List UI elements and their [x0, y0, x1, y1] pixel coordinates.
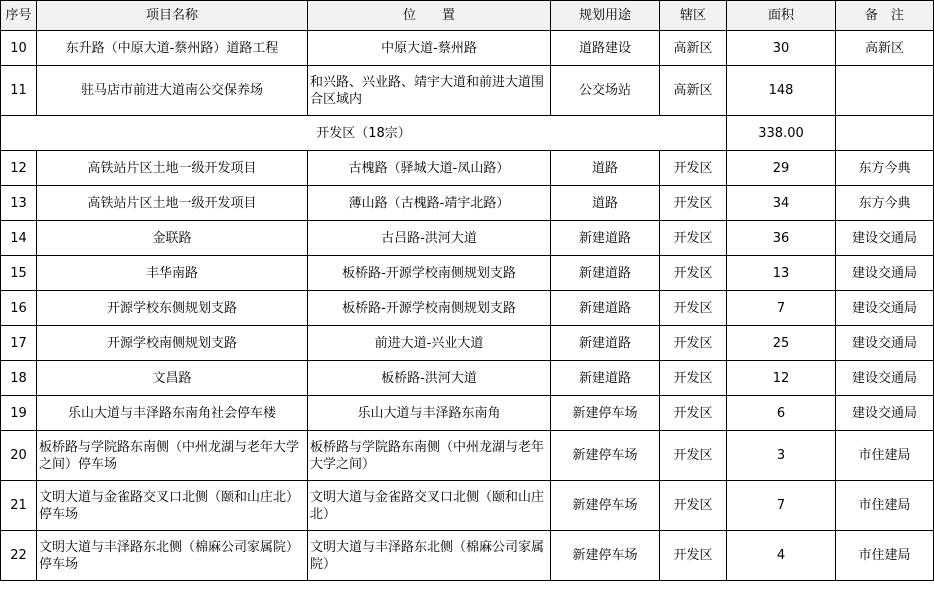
cell-name: 板桥路与学院路东南侧（中州龙湖与老年大学之间）停车场: [37, 431, 308, 481]
cell-no: 15: [1, 256, 37, 291]
table-row: [1, 291, 934, 326]
cell-area: 25: [727, 326, 836, 361]
subtotal-row: [1, 116, 934, 151]
header-use: 规划用途: [551, 1, 660, 31]
cell-name: 文昌路: [37, 361, 308, 396]
cell-district: 开发区: [660, 291, 727, 326]
table-row: [1, 151, 934, 186]
table-row: [1, 326, 934, 361]
cell-location: 和兴路、兴业路、靖宇大道和前进大道围合区域内: [308, 66, 551, 116]
cell-no: 16: [1, 291, 37, 326]
cell-use: 道路: [551, 186, 660, 221]
table-row: [1, 481, 934, 531]
cell-note: 建设交通局: [836, 361, 934, 396]
cell-note: 市住建局: [836, 481, 934, 531]
cell-name: 丰华南路: [37, 256, 308, 291]
cell-area: 148: [727, 66, 836, 116]
cell-name: 驻马店市前进大道南公交保养场: [37, 66, 308, 116]
table-row: [1, 256, 934, 291]
cell-use: 道路: [551, 151, 660, 186]
cell-area: 13: [727, 256, 836, 291]
cell-district: 开发区: [660, 186, 727, 221]
cell-district: 高新区: [660, 66, 727, 116]
cell-district: 开发区: [660, 531, 727, 581]
cell-note: [836, 66, 934, 116]
cell-location: 前进大道-兴业大道: [308, 326, 551, 361]
cell-district: 开发区: [660, 431, 727, 481]
cell-location: 文明大道与丰泽路东北侧（棉麻公司家属院）: [308, 531, 551, 581]
cell-district: 开发区: [660, 256, 727, 291]
table-row: [1, 431, 934, 481]
table-row: [1, 31, 934, 66]
cell-location: 板桥路-洪河大道: [308, 361, 551, 396]
cell-no: 11: [1, 66, 37, 116]
cell-area: 4: [727, 531, 836, 581]
cell-name: 高铁站片区土地一级开发项目: [37, 151, 308, 186]
cell-location: 板桥路-开源学校南侧规划支路: [308, 291, 551, 326]
cell-location: 板桥路-开源学校南侧规划支路: [308, 256, 551, 291]
cell-note: 建设交通局: [836, 256, 934, 291]
cell-use: 新建停车场: [551, 481, 660, 531]
header-district: 辖区: [660, 1, 727, 31]
cell-note: 市住建局: [836, 531, 934, 581]
cell-area: 30: [727, 31, 836, 66]
cell-use: 新建道路: [551, 361, 660, 396]
cell-name: 文明大道与丰泽路东北侧（棉麻公司家属院）停车场: [37, 531, 308, 581]
cell-no: 22: [1, 531, 37, 581]
cell-area: 34: [727, 186, 836, 221]
cell-no: 12: [1, 151, 37, 186]
cell-location: 文明大道与金雀路交叉口北侧（颐和山庄北）: [308, 481, 551, 531]
table-row: [1, 531, 934, 581]
cell-note: 建设交通局: [836, 291, 934, 326]
cell-name: 乐山大道与丰泽路东南角社会停车楼: [37, 396, 308, 431]
cell-use: 新建停车场: [551, 431, 660, 481]
cell-use: 新建停车场: [551, 396, 660, 431]
header-row: [1, 1, 934, 31]
cell-note: 建设交通局: [836, 396, 934, 431]
cell-name: 金联路: [37, 221, 308, 256]
cell-use: 新建停车场: [551, 531, 660, 581]
header-no: 序号: [1, 1, 37, 31]
cell-district: 开发区: [660, 326, 727, 361]
cell-district: 开发区: [660, 361, 727, 396]
cell-district: 开发区: [660, 481, 727, 531]
cell-location: 古吕路-洪河大道: [308, 221, 551, 256]
cell-note: 东方今典: [836, 151, 934, 186]
cell-area: 36: [727, 221, 836, 256]
cell-district: 开发区: [660, 396, 727, 431]
table-row: [1, 361, 934, 396]
cell-use: 新建道路: [551, 256, 660, 291]
cell-note: 东方今典: [836, 186, 934, 221]
cell-location: 薄山路（古槐路-靖宇北路）: [308, 186, 551, 221]
cell-name: 开源学校南侧规划支路: [37, 326, 308, 361]
cell-location: 板桥路与学院路东南侧（中州龙湖与老年大学之间）: [308, 431, 551, 481]
cell-no: 13: [1, 186, 37, 221]
table-row: [1, 186, 934, 221]
cell-use: 新建道路: [551, 326, 660, 361]
cell-area: 29: [727, 151, 836, 186]
table-row: [1, 221, 934, 256]
cell-name: 开源学校东侧规划支路: [37, 291, 308, 326]
cell-note: 高新区: [836, 31, 934, 66]
cell-no: 21: [1, 481, 37, 531]
header-note: 备 注: [836, 1, 934, 31]
cell-area: 7: [727, 291, 836, 326]
cell-name: 文明大道与金雀路交叉口北侧（颐和山庄北）停车场: [37, 481, 308, 531]
header-location: 位 置: [308, 1, 551, 31]
cell-no: 10: [1, 31, 37, 66]
subtotal-note: [836, 116, 934, 151]
cell-name: 东升路（中原大道-蔡州路）道路工程: [37, 31, 308, 66]
cell-no: 20: [1, 431, 37, 481]
table-row: [1, 66, 934, 116]
cell-use: 道路建设: [551, 31, 660, 66]
cell-area: 7: [727, 481, 836, 531]
cell-use: 新建道路: [551, 221, 660, 256]
cell-district: 高新区: [660, 31, 727, 66]
subtotal-area: 338.00: [727, 116, 836, 151]
cell-note: 市住建局: [836, 431, 934, 481]
cell-note: 建设交通局: [836, 326, 934, 361]
header-area: 面积: [727, 1, 836, 31]
cell-use: 公交场站: [551, 66, 660, 116]
cell-use: 新建道路: [551, 291, 660, 326]
cell-location: 中原大道-蔡州路: [308, 31, 551, 66]
cell-area: 12: [727, 361, 836, 396]
cell-no: 17: [1, 326, 37, 361]
cell-no: 19: [1, 396, 37, 431]
subtotal-label: 开发区（18宗）: [1, 116, 727, 151]
cell-area: 6: [727, 396, 836, 431]
header-name: 项目名称: [37, 1, 308, 31]
cell-district: 开发区: [660, 151, 727, 186]
cell-no: 18: [1, 361, 37, 396]
cell-location: 古槐路（驿城大道-凤山路）: [308, 151, 551, 186]
cell-district: 开发区: [660, 221, 727, 256]
cell-location: 乐山大道与丰泽路东南角: [308, 396, 551, 431]
cell-note: 建设交通局: [836, 221, 934, 256]
table-row: [1, 396, 934, 431]
cell-name: 高铁站片区土地一级开发项目: [37, 186, 308, 221]
cell-no: 14: [1, 221, 37, 256]
cell-area: 3: [727, 431, 836, 481]
